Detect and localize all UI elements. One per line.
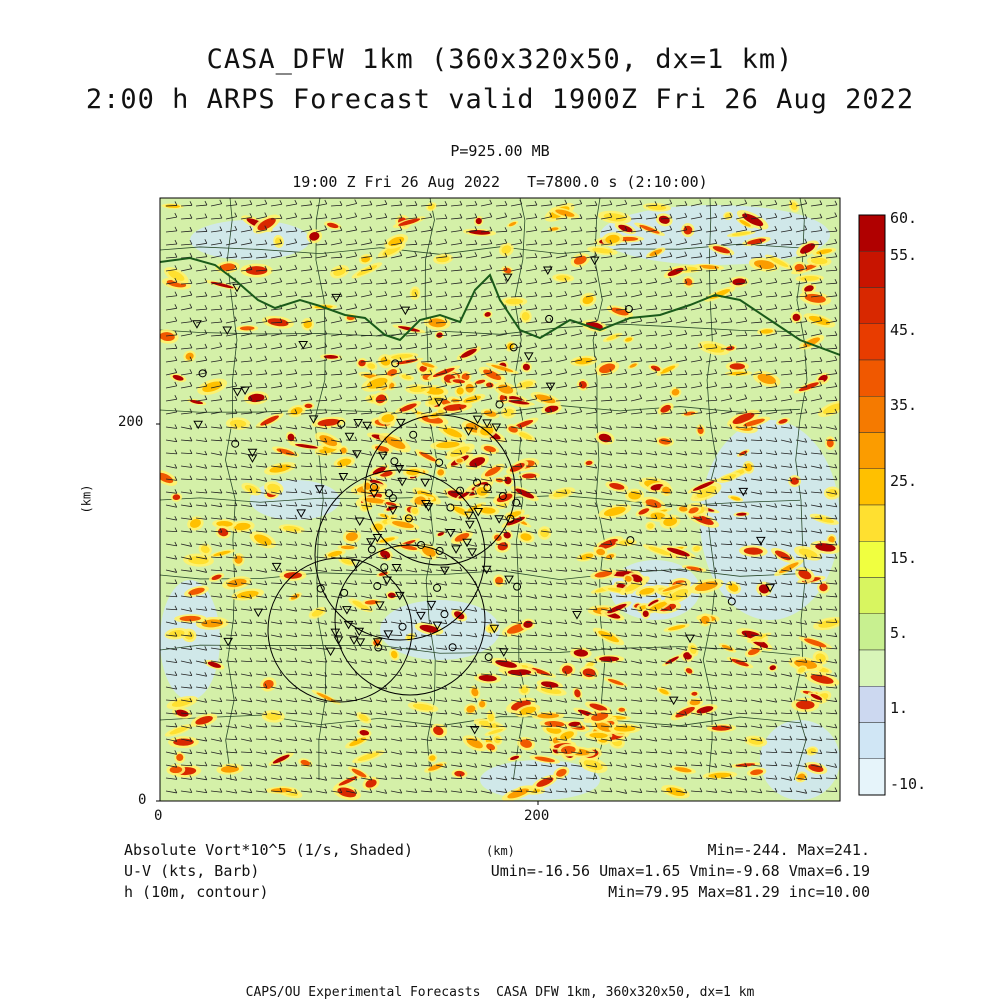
y-tick-200: 200: [118, 414, 144, 430]
colorbar-label: 15.: [890, 549, 918, 567]
title-line-2: 2:00 h ARPS Forecast valid 1900Z Fri 26 Aug 2022: [85, 84, 915, 115]
colorbar: [859, 215, 885, 795]
footer-vort-minmax: Min=-244. Max=241.: [707, 841, 870, 859]
colorbar-label: 25.: [890, 472, 918, 490]
footer-barb-field: U-V (kts, Barb): [124, 862, 260, 880]
colorbar-label: 35.: [890, 396, 918, 414]
footer-shaded-field: Absolute Vort*10^5 (1/s, Shaded): [124, 841, 413, 859]
footer-wind-minmax: Umin=-16.56 Umax=1.65 Vmin=-9.68 Vmax=6.19: [490, 862, 870, 880]
pressure-level: P=925.00 MB: [450, 142, 550, 160]
x-axis-label: (km): [486, 844, 515, 858]
title-line-1: CASA_DFW 1km (360x320x50, dx=1 km): [206, 44, 794, 75]
footer-credit: CAPS/OU Experimental Forecasts CASA DFW 1km, 360x320x50, dx=1 km: [245, 985, 755, 1000]
footer-height-minmax: Min=79.95 Max=81.29 inc=10.00: [608, 883, 870, 901]
valid-time: 19:00 Z Fri 26 Aug 2022 T=7800.0 s (2:10:00): [292, 173, 708, 191]
x-tick-200: 200: [524, 808, 550, 824]
x-tick-0: 0: [154, 808, 163, 824]
colorbar-label: 45.: [890, 321, 918, 339]
footer-contour-field: h (10m, contour): [124, 883, 269, 901]
colorbar-label: -10.: [890, 775, 927, 793]
y-axis-label: (km): [79, 484, 94, 514]
y-tick-0: 0: [138, 792, 147, 808]
colorbar-label: 1.: [890, 699, 909, 717]
colorbar-label: 5.: [890, 624, 909, 642]
colorbar-label: 60.: [890, 209, 918, 227]
colorbar-label: 55.: [890, 246, 918, 264]
